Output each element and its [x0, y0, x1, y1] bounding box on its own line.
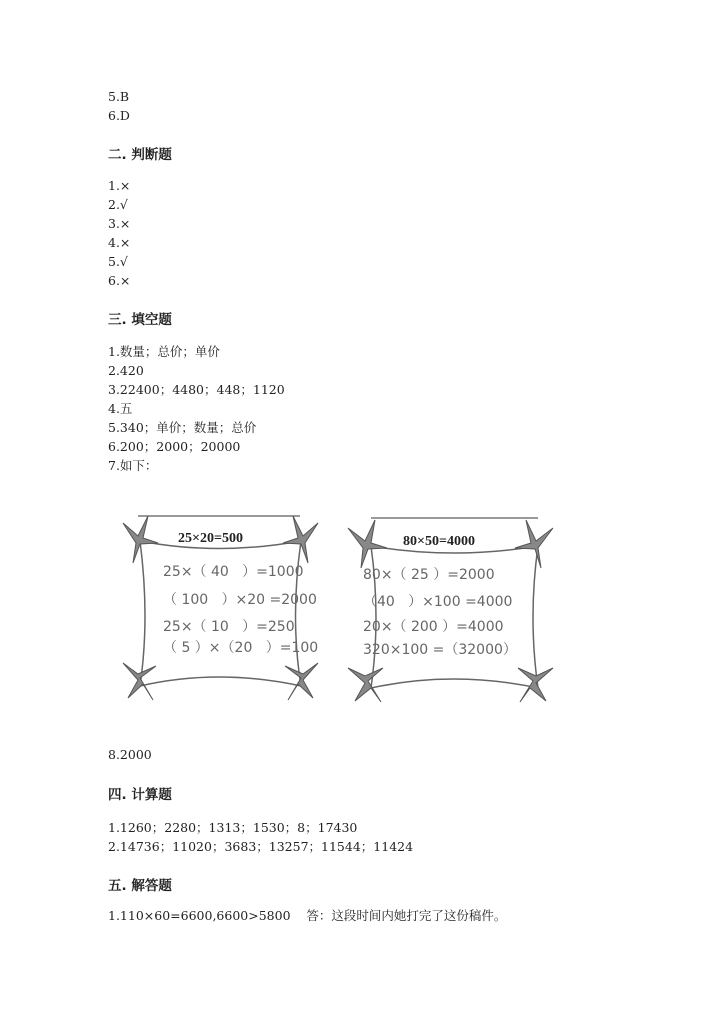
answer-line: 8.2000	[108, 747, 152, 762]
figure-row: 25×（ 10 ）=250	[163, 619, 295, 635]
answer-line: 1.×	[108, 178, 131, 193]
answer-line: 2.14736；11020；3683；13257；11544；11424	[108, 839, 414, 854]
section-heading: 五. 解答题	[108, 878, 172, 894]
figure-title: 80×50=4000	[403, 534, 475, 549]
section-heading: 四. 计算题	[108, 787, 172, 803]
figure-row: （ 5 ）×（20 ）=100	[163, 640, 319, 656]
answer-line: 5.B	[108, 89, 130, 104]
scroll-figure-left	[118, 508, 333, 703]
figure-row: 80×（ 25 ）=2000	[363, 567, 495, 583]
answer-line: 4.五	[108, 401, 133, 416]
answer-line: 6.200；2000；20000	[108, 439, 241, 454]
figure-row: （40 ）×100 =4000	[363, 594, 513, 610]
answer-line: 2.√	[108, 197, 128, 212]
answer-line: 1.数量；总价；单价	[108, 344, 220, 359]
answer-line: 2.420	[108, 363, 144, 378]
answer-line: 6.×	[108, 273, 131, 288]
scroll-figure-right	[343, 508, 558, 703]
answer-line: 1.110×60=6600,6600>5800 答：这段时间内她打完了这份稿件。	[108, 908, 507, 923]
answer-line: 3.22400；4480；448；1120	[108, 382, 285, 397]
answer-line: 1.1260；2280；1313；1530；8；17430	[108, 820, 358, 835]
figure-title: 25×20=500	[178, 531, 243, 546]
answer-line: 5.√	[108, 254, 128, 269]
figure-row: （ 100 ）×20 =2000	[163, 592, 317, 608]
answer-line: 7.如下：	[108, 458, 158, 473]
answer-line: 6.D	[108, 108, 130, 123]
answer-line: 5.340；单价；数量；总价	[108, 420, 257, 435]
answer-line: 3.×	[108, 216, 131, 231]
figure-row: 25×（ 40 ）=1000	[163, 564, 304, 580]
figure-row: 20×（ 200 ）=4000	[363, 619, 504, 635]
answer-line: 4.×	[108, 235, 131, 250]
section-heading: 三. 填空题	[108, 312, 172, 328]
section-heading: 二. 判断题	[108, 147, 172, 163]
figure-row: 320×100 =（32000）	[363, 642, 517, 658]
